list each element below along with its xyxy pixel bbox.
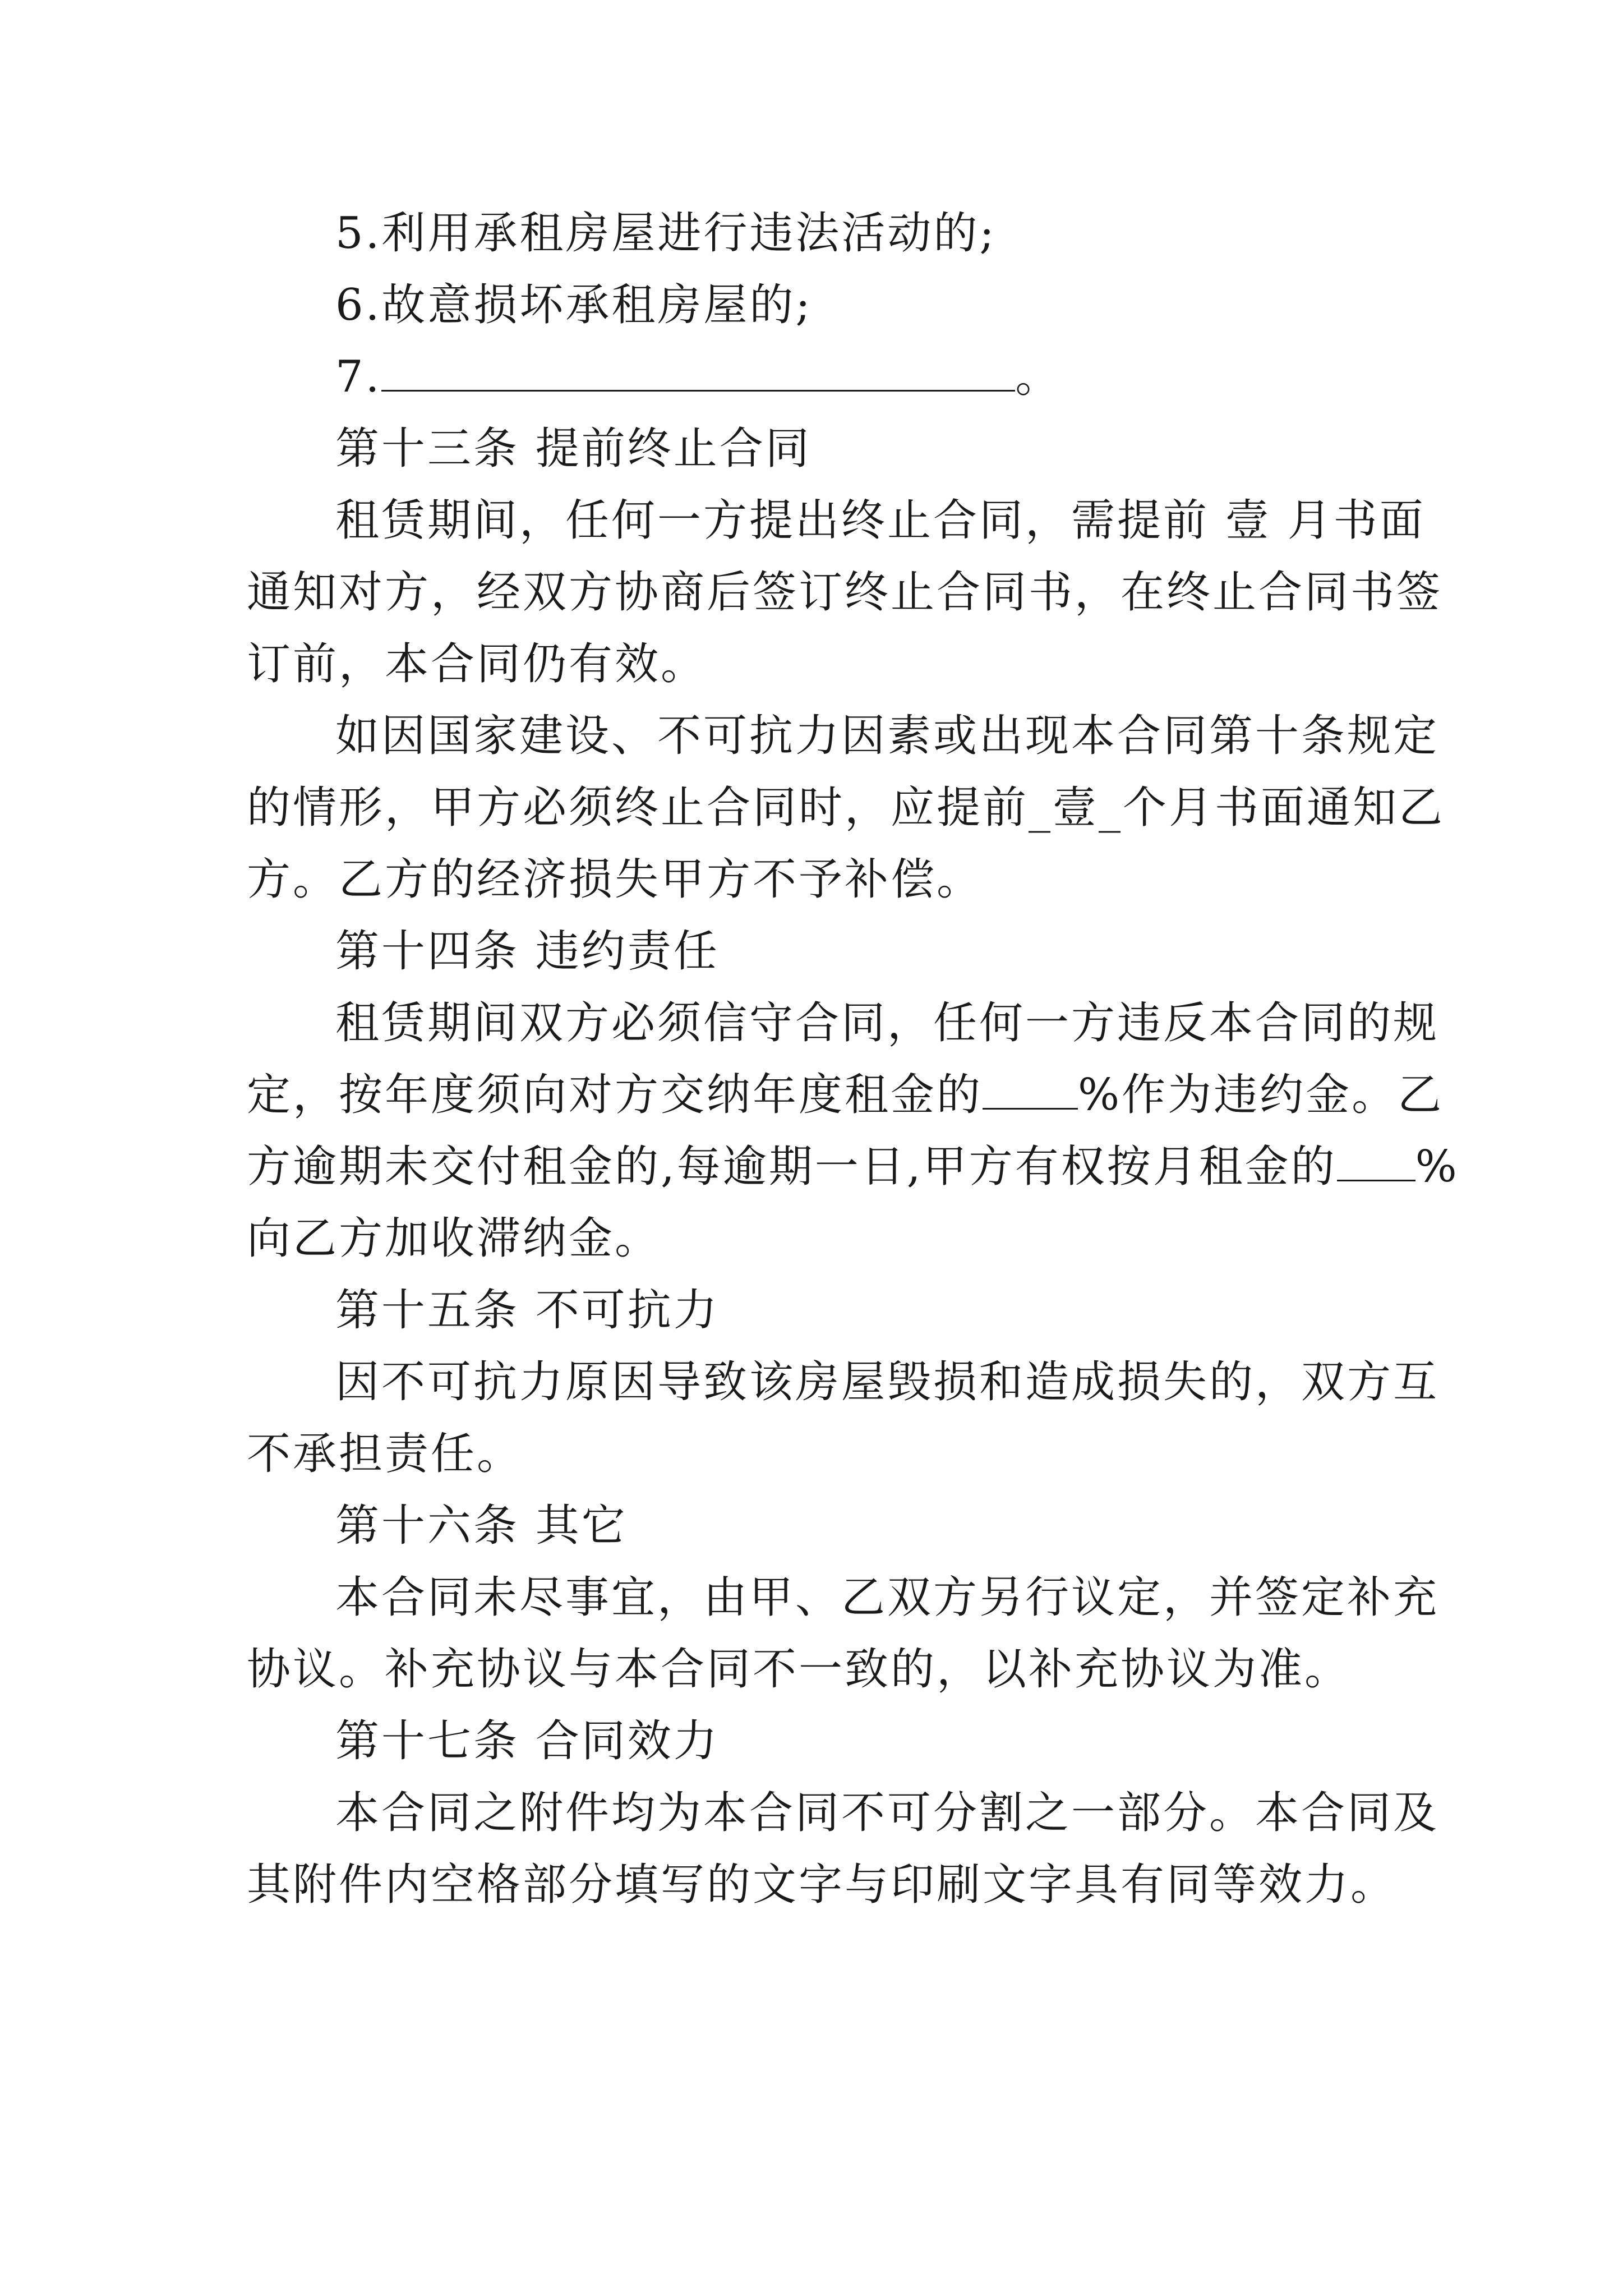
article-13-p1-text-b: 月书面 (1271, 495, 1426, 546)
article-14-line4: 向乙方加收滞纳金。 (247, 1213, 661, 1264)
article-14-line3 (247, 1131, 1459, 1203)
article-13-p2-line3: 方。乙方的经济损失甲方不予补偿。 (247, 854, 983, 905)
article-13-p1-line1 (247, 485, 1426, 556)
article-15-line2: 不承担责任。 (247, 1429, 523, 1479)
article-13-p1-line2: 通知对方，经双方协商后签订终止合同书，在终止合同书签 (247, 567, 1443, 618)
article-17-title: 第十七条 合同效力 (335, 1716, 720, 1766)
item-7 (247, 341, 1396, 413)
article-16-line2: 协议。补充协议与本合同不一致的，以补充协议为准。 (247, 1644, 1351, 1695)
article-13-p1-fill: 壹 (1225, 495, 1271, 546)
article-14-line1: 租赁期间双方必须信守合同，任何一方违反本合同的规 (335, 998, 1440, 1048)
article-13-p2-fill: _壹_ (1029, 783, 1123, 833)
item-7-prefix: 7. (335, 352, 382, 402)
article-13-p1-line3: 订前，本合同仍有效。 (247, 639, 707, 689)
document-page (247, 197, 1459, 1921)
item-7-blank (381, 345, 1015, 392)
article-15-title: 第十五条 不可抗力 (335, 1285, 720, 1336)
article-14-line2-text-b: %作为违约金。乙 (1078, 1070, 1444, 1120)
article-14-line2 (247, 1059, 1444, 1131)
article-16-line1: 本合同未尽事宜，由甲、乙双方另行议定，并签定补充 (335, 1572, 1440, 1623)
article-17-line1: 本合同之附件均为本合同不可分割之一部分。本合同及 (335, 1788, 1440, 1838)
article-14-line3-text-a: 方逾期未交付租金的,每逾期一日,甲方有权按月租金的 (247, 1142, 1337, 1192)
article-13-p1-text-a: 租赁期间，任何一方提出终止合同，需提前 (335, 495, 1225, 546)
article-14-title: 第十四条 违约责任 (335, 926, 720, 977)
late-fee-percent-blank (1337, 1135, 1415, 1181)
penalty-percent-blank (983, 1063, 1078, 1110)
article-13-p2-line2 (247, 772, 1445, 844)
article-13-p2-line1: 如因国家建设、不可抗力因素或出现本合同第十条规定 (335, 711, 1440, 761)
item-6: 6.故意损坏承租房屋的; (335, 280, 813, 330)
article-13-title: 第十三条 提前终止合同 (335, 424, 811, 474)
item-5: 5.利用承租房屋进行违法活动的; (335, 208, 997, 259)
article-13-p2-text-b: 个月书面通知乙 (1123, 783, 1445, 833)
article-13-p2-text-a: 的情形，甲方必须终止合同时，应提前 (247, 783, 1029, 833)
article-15-line1: 因不可抗力原因导致该房屋毁损和造成损失的，双方互 (335, 1357, 1440, 1407)
item-7-suffix: 。 (1015, 352, 1062, 402)
article-14-line3-text-b: % (1415, 1142, 1459, 1192)
article-14-line2-text-a: 定，按年度须向对方交纳年度租金的 (247, 1070, 983, 1120)
article-16-title: 第十六条 其它 (335, 1501, 628, 1551)
article-17-line2: 其附件内空格部分填写的文字与印刷文字具有同等效力。 (247, 1860, 1397, 1910)
